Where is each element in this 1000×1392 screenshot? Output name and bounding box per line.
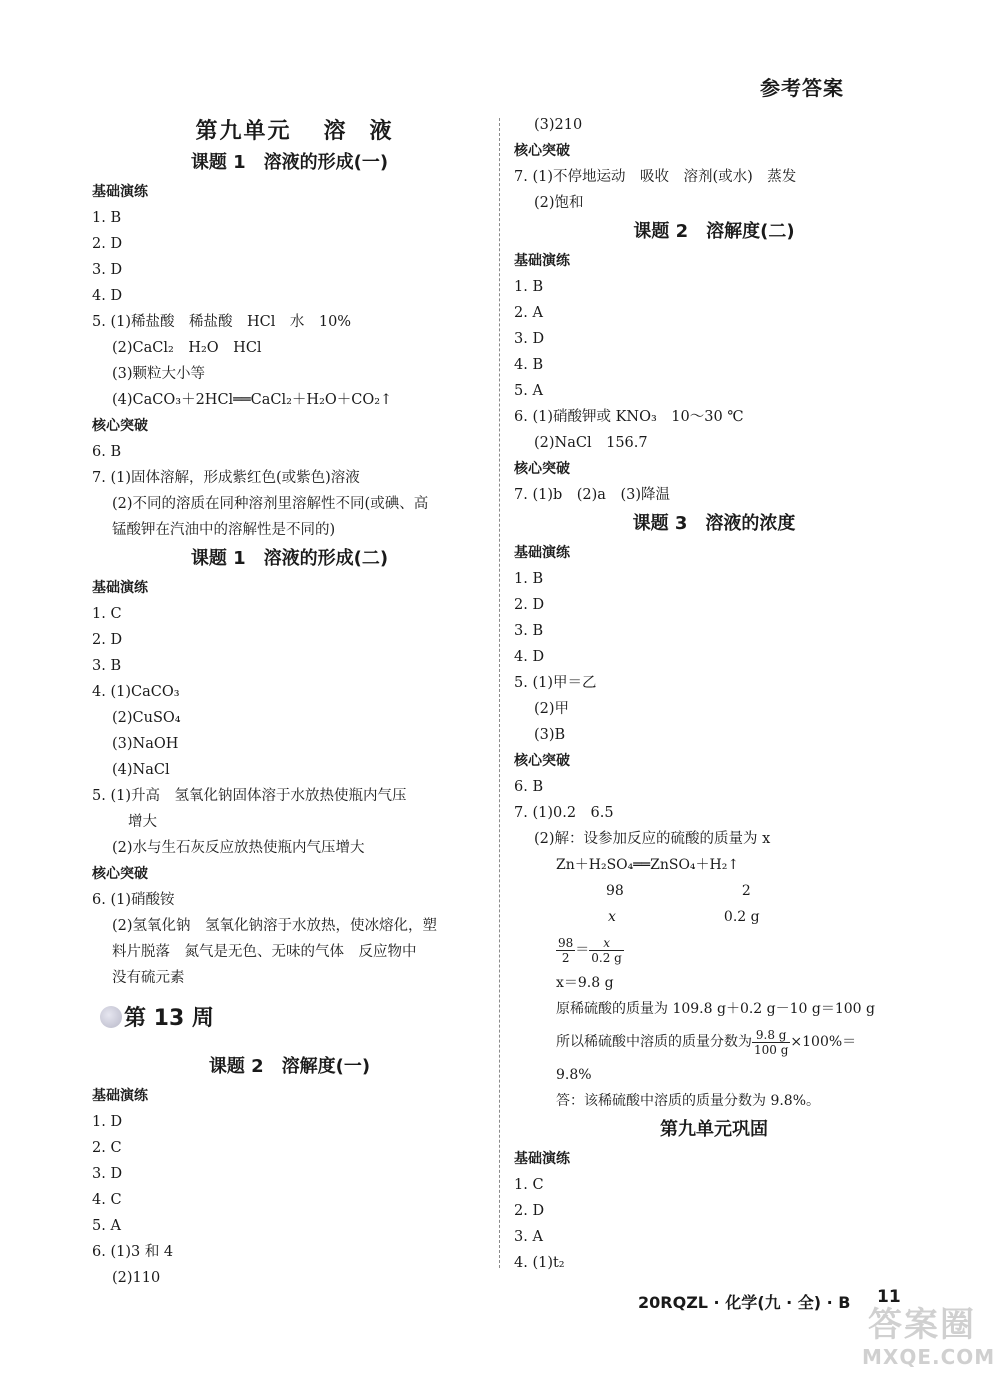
answer-line: 7. (1)0.2 6.5 [514,805,614,821]
section-heading: 基础演练 [92,184,148,200]
answer-line: 料片脱落 氮气是无色、无味的气体 反应物中 [112,944,417,960]
answer-line: 原稀硫酸的质量为 109.8 g＋0.2 g－10 g＝100 g [556,1001,875,1017]
answer-line: 9.8% [556,1067,592,1083]
page-header: 参考答案 [760,76,844,100]
section-heading: 基础演练 [514,545,570,561]
answer-line: 7. (1)固体溶解，形成紫红色(或紫色)溶液 [92,470,360,486]
section-heading: 核心突破 [514,753,570,769]
percentage-line: 所以稀硫酸中溶质的质量分数为 $\frac{9.8 g}{100 g}$ ×100%＝ [556,1027,857,1057]
answer-line: 7. (1)b (2)a (3)降温 [514,487,670,503]
answer-line: (3)210 [534,117,583,133]
week-badge-icon [100,1006,122,1028]
unit-title-char2: 液 [369,119,394,144]
proportion-equation: $\frac{98}{2}$ ＝ $\frac{x}{0.2 g}$ [558,935,622,965]
section-heading: 核心突破 [92,866,148,882]
answer-line: 没有硫元素 [112,970,185,986]
answer-line: 6. (1)3 和 4 [92,1244,174,1260]
answer-line: 1. C [514,1177,544,1193]
answer-line: 3. D [92,1166,123,1182]
fraction: $\frac{9.8 g}{100 g}$ [754,1027,789,1057]
lesson-title: 课题 1 溶液的形成(一) [190,152,389,173]
section-heading: 基础演练 [92,580,148,596]
answer-line: 2. D [92,632,123,648]
answer-line: 1. B [92,210,122,226]
equation-unknown-row: x 0.2 g [608,909,760,925]
section-heading: 基础演练 [514,253,570,269]
watermark-logo: 答案圈 MXQE.COM [862,1305,996,1369]
week-heading: 第 13 周 [100,999,487,1039]
answer-line: 4. C [92,1192,122,1208]
fraction: $\frac{98}{2}$ [558,935,574,965]
answer-line: 5. A [92,1218,121,1234]
answer-line: 4. D [514,649,545,665]
section-heading: 基础演练 [514,1151,570,1167]
answer-line: (2)氢氧化钠 氢氧化钠溶于水放热，使冰熔化，塑 [112,918,438,934]
section-heading: 核心突破 [514,143,570,159]
answer-line: (3)B [534,727,566,743]
answer-line: (2)水与生石灰反应放热使瓶内气压增大 [112,840,365,856]
answer-line: 增大 [128,814,157,830]
unit-title [92,114,487,145]
column-divider [499,118,500,1268]
answer-line: 5. (1)稀盐酸 稀盐酸 HCl 水 10% [92,314,352,330]
answer-line: (2)解：设参加反应的硫酸的质量为 x [534,831,771,847]
answer-line: 4. (1)t₂ [514,1255,565,1271]
chemical-equation: Zn＋H₂SO₄══ZnSO₄＋H₂↑ [556,857,740,873]
section-heading: 基础演练 [92,1088,148,1104]
section-heading: 核心突破 [514,461,570,477]
answer-line: (2)甲 [534,701,570,717]
answer-line: 2. C [92,1140,122,1156]
answer-line: 1. D [92,1114,123,1130]
review-title: 第九单元巩固 [660,1119,768,1140]
answer-line: 2. D [514,1203,545,1219]
answer-line: 4. (1)CaCO₃ [92,684,180,700]
left-column [92,110,487,1291]
answer-line: (2)CuSO₄ [112,710,181,726]
answer-line: 7. (1)不停地运动 吸收 溶剂(或水) 蒸发 [514,169,797,185]
answer-line: 3. B [514,623,544,639]
answer-line: 5. (1)升高 氢氧化钠固体溶于水放热使瓶内气压 [92,788,407,804]
answer-line: 2. D [514,597,545,613]
unit-title-char1: 溶 [323,119,348,144]
answer-line: 3. B [92,658,122,674]
answer-line: 2. A [514,305,543,321]
answer-line: 1. B [514,279,544,295]
fraction: $\frac{x}{0.2 g}$ [591,935,622,965]
answer-line: 6. (1)硝酸铵 [92,892,175,908]
lesson-title: 课题 2 溶解度(一) [208,1056,371,1077]
lesson-title: 课题 3 溶液的浓度 [632,513,796,534]
page-number: 11 [877,1287,901,1307]
answer-line: 锰酸钾在汽油中的溶解性是不同的) [112,522,336,538]
answer-line: 4. B [514,357,544,373]
right-column [514,112,914,1276]
answer-line: 2. D [92,236,123,252]
answer-line: (4)NaCl [112,762,170,778]
answer-line: 答：该稀硫酸中溶质的质量分数为 9.8%。 [556,1093,821,1109]
answer-line: (2)NaCl 156.7 [534,435,648,451]
answer-line: 4. D [92,288,123,304]
answer-line: 3. D [514,331,545,347]
answer-line: 6. B [514,779,544,795]
answer-line: (3)NaOH [112,736,179,752]
answer-line: 6. B [92,444,122,460]
lesson-title: 课题 1 溶液的形成(二) [190,548,389,569]
answer-line: 3. A [514,1229,543,1245]
answer-line: (2)饱和 [534,195,584,211]
lesson-title: 课题 2 溶解度(二) [633,221,795,242]
section-heading: 核心突破 [92,418,148,434]
answer-line: 5. A [514,383,543,399]
answer-line: (3)颗粒大小等 [112,366,206,382]
answer-line: 3. D [92,262,123,278]
answer-line: 1. C [92,606,122,622]
answer-line: (2)110 [112,1270,161,1286]
answer-line: 6. (1)硝酸钾或 KNO₃ 10～30 ℃ [514,409,744,425]
answer-line: 5. (1)甲＝乙 [514,675,597,691]
answer-line: (2)不同的溶质在同种溶剂里溶解性不同(或碘、高 [112,496,429,512]
answer-line: (4)CaCO₃＋2HCl══CaCl₂＋H₂O＋CO₂↑ [112,392,393,408]
answer-line: x＝9.8 g [556,975,614,991]
page-footer: 20RQZL · 化学(九 · 全) · B [638,1293,851,1312]
answer-line: 1. B [514,571,544,587]
answer-line: (2)CaCl₂ H₂O HCl [112,340,262,356]
equation-ratio-row: 98 2 [606,883,751,899]
unit-title-main: 第九单元 [195,119,292,144]
